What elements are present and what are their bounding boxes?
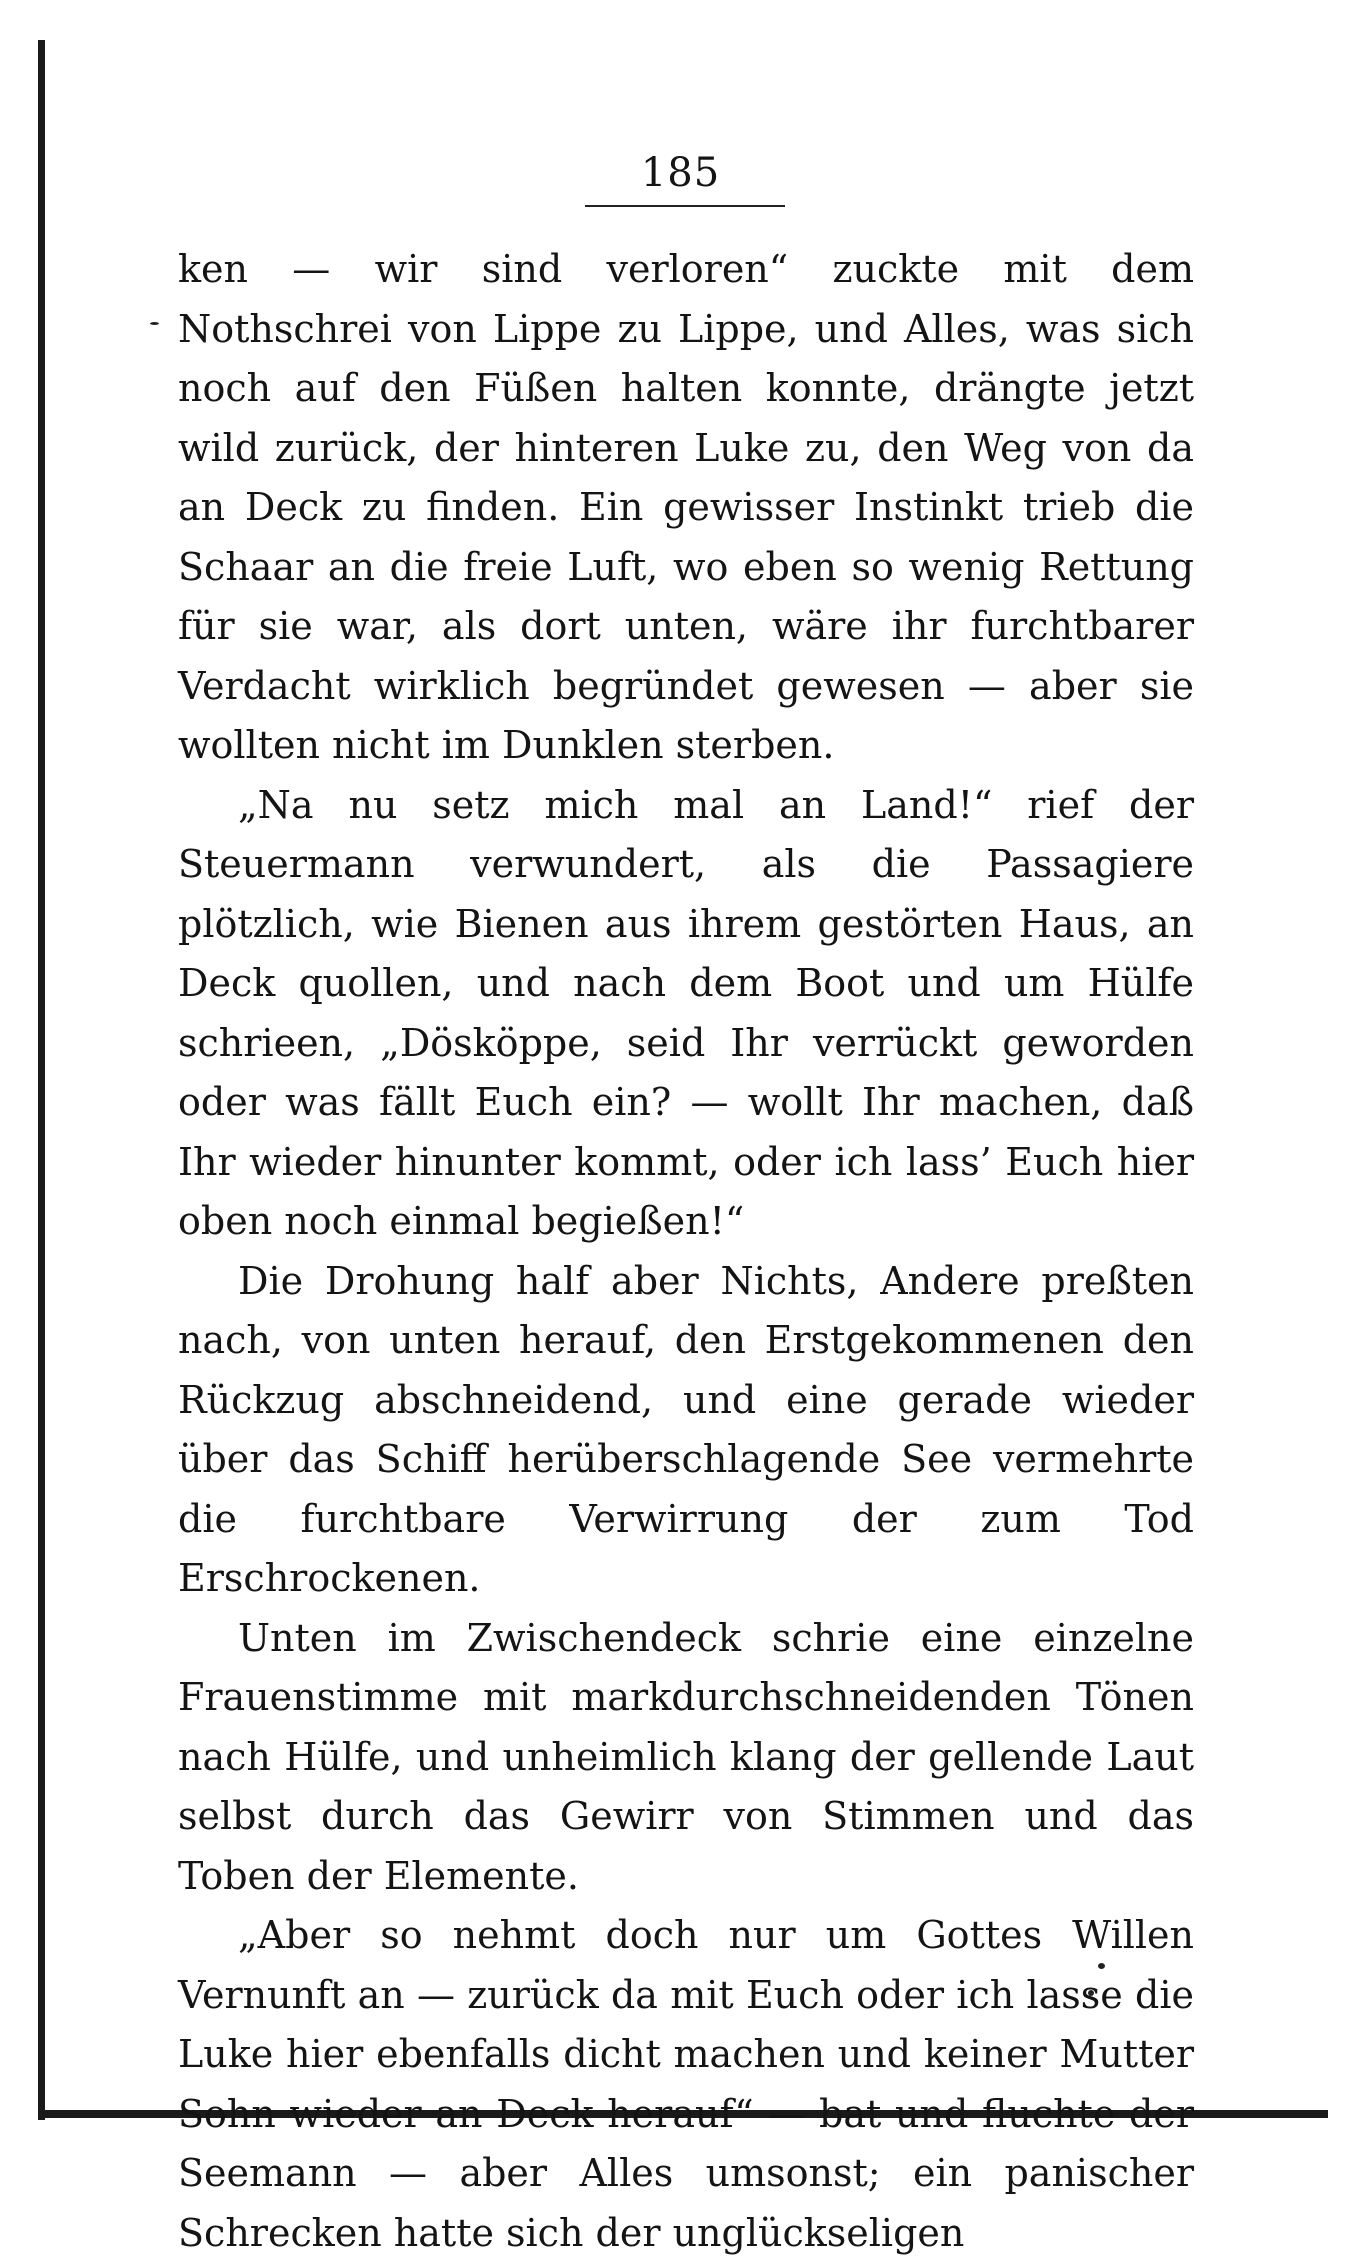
- paragraph-4: Unten im Zwischendeck schrie eine einzelne Frauenstimme mit markdurchschneidenden Tönen nach Hülfe, und unheimlich klang der gellende Laut selbst durch das Gewirr von Stimmen und das Toben der Elemente.: [178, 1615, 1194, 1898]
- page-number: 185: [640, 150, 721, 196]
- paragraph-1: ken — wir sind verloren“ zuckte mit dem Nothschrei von Lippe zu Lippe, und Alles, was sich noch auf den Füßen halten konnte, drängte jetzt wild zurück, der hinteren Luke zu, den Weg von da an Deck zu finden. Ein gewisser Instinkt trieb die Schaar an die freie Luft, wo eben so wenig Rettung für sie war, als dort unten, wäre ihr furchtbarer Verdacht wirklich begründet gewesen — aber sie wollten nicht im Dunklen sterben.: [178, 247, 1194, 767]
- scan-edge-left: [38, 40, 45, 2120]
- paragraph-5: „Aber so nehmt doch nur um Gottes Willen Vernunft an — zurück da mit Euch oder ich lasse die Luke hier ebenfalls dicht machen und keiner Mutter Sohn wieder an Deck herauf“ — bat und fluchte der Seemann — aber Alles umsonst; ein panischer Schrecken hatte sich der unglückseligen: [178, 1913, 1194, 2255]
- paragraph-2: „Na nu setz mich mal an Land!“ rief der Steuermann verwundert, als die Passagiere plötzlich, wie Bienen aus ihrem gestörten Haus, an Deck quollen, und nach dem Boot und um Hülfe schrieen, „Dösköppe, seid Ihr verrückt geworden oder was fällt Euch ein? — wollt Ihr machen, daß Ihr wieder hinunter kommt, oder ich lass’ Euch hier oben noch einmal begießen!“: [178, 782, 1194, 1243]
- page-number-rule: [585, 205, 785, 207]
- scan-speck: [150, 322, 159, 325]
- body-text: [178, 240, 1194, 2263]
- paragraph-3: Die Drohung half aber Nichts, Andere preßten nach, von unten herauf, den Erstgekommenen den Rückzug abschneidend, und eine gerade wieder über das Schiff herüberschlagende See vermehrte die furchtbare Verwirrung der zum Tod Erschrockenen.: [178, 1258, 1194, 1600]
